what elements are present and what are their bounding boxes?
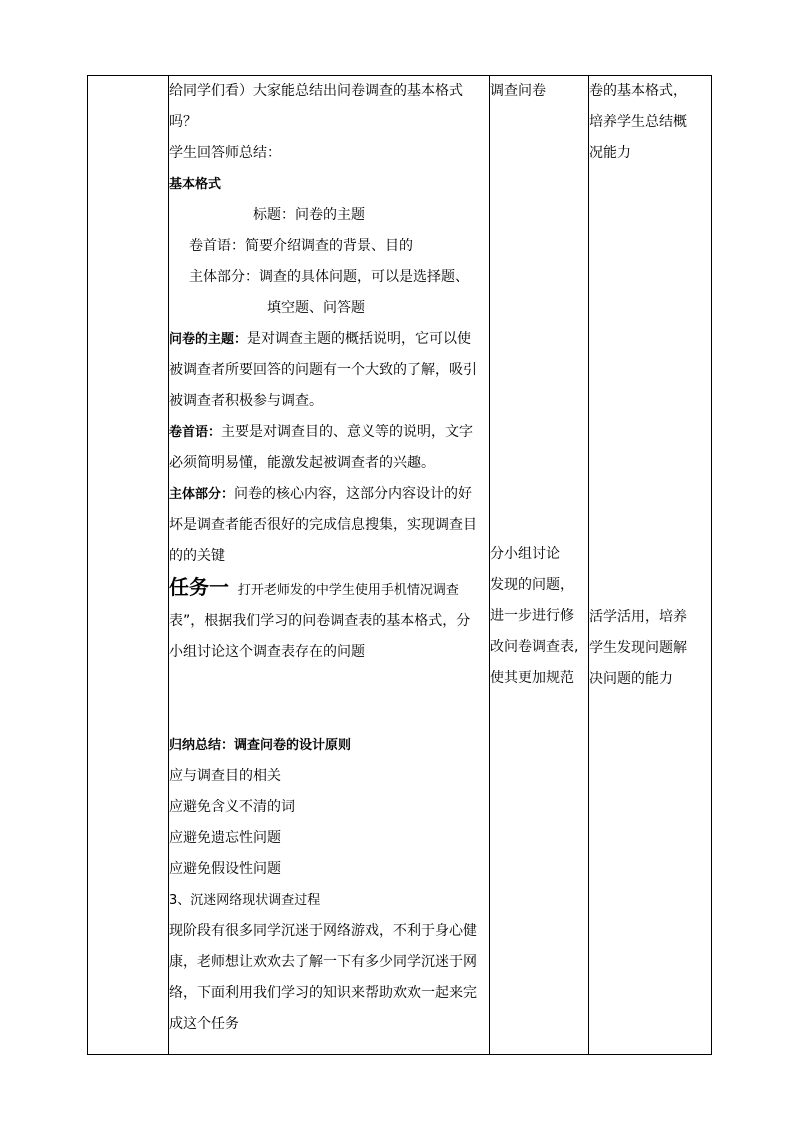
activity-line: 调查问卷 [490,83,546,99]
theme-paragraph-first-line [169,324,489,355]
text-line: 被调查者积极参与调查。 [169,393,323,409]
activity-line: 改问卷调查表, [490,639,579,655]
intent-line: 卷的基本格式， [589,83,687,99]
intent-line: 决问题的能力 [589,671,673,687]
body-text: 问卷的核心内容，这部分内容设计的好 [234,486,473,502]
text-line: 表”，根据我们学习的问卷调查表的基本格式，分 [169,613,471,629]
intent-line: 活学活用，培养 [589,609,687,625]
empty-column-cell [88,76,169,1055]
format-body-line: 主体部分：调查的具体问题，可以是选择题、 [189,269,469,285]
activity-line: 使其更加规范 [490,670,574,686]
format-preface-line: 卷首语：简要介绍调查的背景、目的 [189,238,413,254]
text-line: 学生回答师总结： [169,145,281,161]
intent-line: 学生发现问题解 [589,640,687,656]
text-line: 必须简明易懂，能激发起被调查者的兴趣。 [169,455,435,471]
text-line: 络，下面利用我们学习的知识来帮助欢欢一起来完 [169,985,477,1001]
text-line: 被调查者所要回答的问题有一个大致的了解，吸引 [169,362,477,378]
activity-line: 进一步进行修 [490,608,574,624]
preface-text: 主要是对调查目的、意义等的说明，文字 [221,424,474,440]
principle-item: 应与调查目的相关 [169,768,281,784]
intent-line: 况能力 [589,145,631,161]
lesson-plan-table [87,75,712,1055]
format-title-line: 标题：问卷的主题 [253,207,365,223]
principle-item: 应避免含义不清的词 [169,799,295,815]
activity-line: 发现的问题， [490,577,574,593]
body-paragraph-first-line [169,479,489,510]
task-first-line [169,572,489,606]
text-line: 成这个任务 [169,1016,239,1032]
preface-label: 卷首语： [169,425,222,440]
text-line: 康，老师想让欢欢去了解一下有多少同学沉迷于网 [169,954,477,970]
principle-item: 应避免假设性问题 [169,861,281,877]
text-line: 小组讨论这个调查表存在的问题 [169,644,365,660]
body-label: 主体部分： [169,487,235,502]
text-line: 吗？ [169,114,197,130]
text-line: 给同学们看）大家能总结出问卷调查的基本格式 [169,83,463,99]
section3-title: 3、沉迷网络现状调查过程 [169,893,321,908]
student-activity-cell [490,76,589,1055]
task-text: 打开老师发的中学生使用手机情况调查 [237,583,459,598]
task-title: 任务一 [169,575,229,599]
intent-line: 培养学生总结概 [589,114,687,130]
basic-format-heading: 基本格式 [169,177,222,192]
summary-title: 归纳总结：调查问卷的设计原则 [169,738,352,753]
text-line: 坏是调查者能否很好的完成信息搜集，实现调查目 [169,517,477,533]
design-intent-cell [589,76,712,1055]
theme-label: 问卷的主题： [169,332,248,347]
format-body-line-cont: 填空题、问答题 [267,300,365,316]
preface-paragraph-first-line [169,417,489,448]
text-line: 的的关键 [169,548,225,564]
principle-item: 应避免遗忘性问题 [169,830,281,846]
theme-text: 是对调查主题的概括说明，它可以使 [247,331,472,347]
teaching-process-cell [169,76,490,1055]
activity-line: 分小组讨论 [490,546,560,562]
text-line: 现阶段有很多同学沉迷于网络游戏，不利于身心健 [169,923,477,939]
